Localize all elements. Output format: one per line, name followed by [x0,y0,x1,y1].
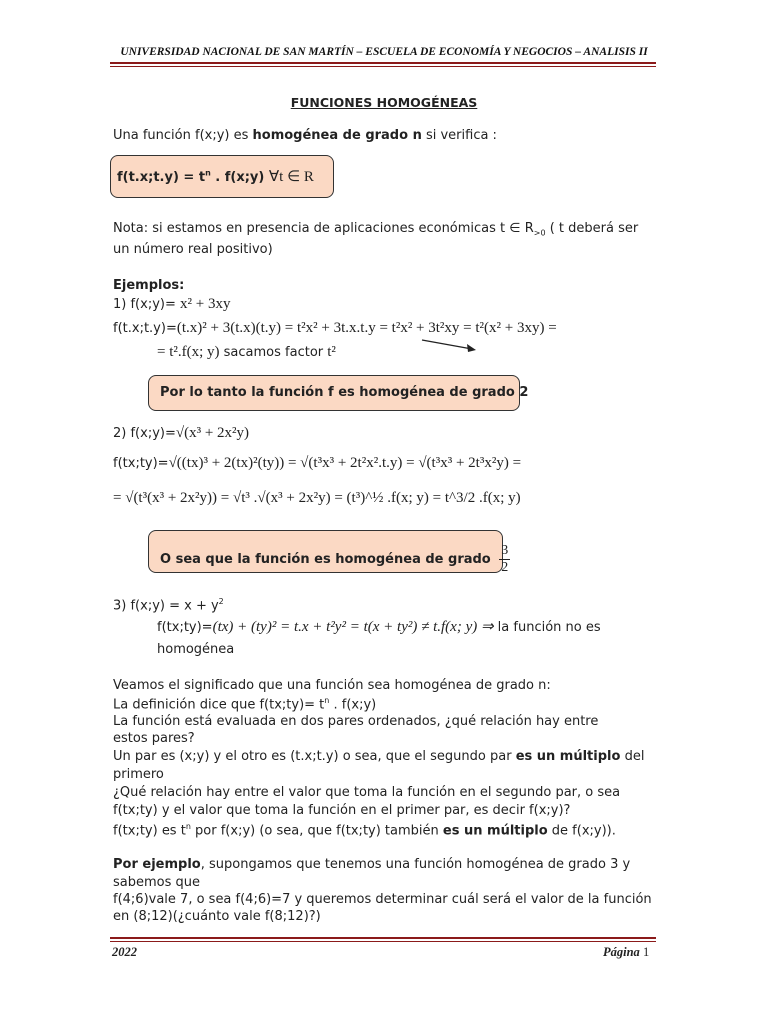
body-p10: Por ejemplo, supongamos que tenemos una función homogénea de grado 3 y [113,857,631,872]
body-p6: primero [113,767,164,782]
footer-rule [110,937,656,939]
examples-heading: Ejemplos: [113,278,185,293]
body-p2: La definición dice que f(tx;ty)= $t^n$ . f(x;y) [113,696,377,713]
body-p9: f(tx;ty) es $t^n$ por f(x;y) (o sea, que f(tx;ty) también es un múltiplo de f(x;y)). [113,822,616,839]
definition-box: f(t.x;t.y) = $t^n$ . f(x;y) ∀t ∈ R [110,155,334,198]
document-title: FUNCIONES HOMOGÉNEAS [290,95,478,110]
note-line-1: Nota: si estamos en presencia de aplicaciones económicas t ∈ $R_{>0}$ ( t deberá ser [113,221,639,238]
body-p5: Un par es (x;y) y el otro es (t.x;t.y) o sea, que el segundo par es un múltiplo del [113,749,645,764]
ex3-line-3: homogénea [157,642,235,657]
ex3-line-1: 3) f(x;y) = $x + y^2$ [113,597,224,614]
page-header: UNIVERSIDAD NACIONAL DE SAN MARTÍN – ESCUELA DE ECONOMÍA Y NEGOCIOS – ANALISIS II [120,46,648,58]
ex1-result-box: Por lo tanto la función f es homogénea de grado 2 [148,375,520,411]
ex1-line-2: f(t.x;t.y)=(t.x)² + 3(t.x)(t.y) = t²x² + 3t.x.t.y = t²x² + 3t²xy = t²(x² + 3xy) = [113,320,557,336]
body-p7: ¿Qué relación hay entre el valor que toma la función en el segundo par, o sea [113,785,621,800]
intro-text: Una función f(x;y) es homogénea de grado n si verifica : [113,128,497,143]
arrow-icon [420,338,480,354]
body-p4: estos pares? [113,731,195,746]
body-p3: La función está evaluada en dos pares ordenados, ¿qué relación hay entre [113,714,599,729]
body-p12: f(4;6)vale 7, o sea f(4;6)=7 y queremos determinar cuál será el valor de la función [113,892,652,907]
footer-page: Página 1 [603,945,650,959]
body-p11: sabemos que [113,875,201,890]
footer-rule-thin [110,941,656,942]
header-rule-thin [110,66,656,67]
header-rule [110,62,656,64]
footer-year: 2022 [112,945,137,959]
ex1-line-3: = t².f(x; y) sacamos factor t² [157,344,336,360]
body-p13: en (8;12)(¿cuánto vale f(8;12)?) [113,909,321,924]
ex2-result-box: O sea que la función es homogénea de grado $\frac{3}{2}$ [148,530,503,573]
body-p8: f(tx;ty) y el valor que toma la función en el primer par, es decir f(x;y)? [113,803,571,818]
ex3-line-2: f(tx;ty)=(tx) + (ty)² = t.x + t²y² = t(x + ty²) ≠ t.f(x; y) ⇒ la función no es [157,619,601,635]
ex2-line-2: f(tx;ty)=√((tx)³ + 2(tx)²(ty)) = √(t³x³ + 2t²x².t.y) = √(t³x³ + 2t³x²y) = [113,455,522,471]
body-p1: Veamos el significado que una función sea homogénea de grado n: [113,678,551,693]
ex2-line-1: 2) f(x;y)=√(x³ + 2x²y) [113,425,250,441]
note-line-2: un número real positivo) [113,242,273,257]
ex1-line-1: 1) f(x;y)= x² + 3xy [113,296,231,312]
ex2-line-3: = √(t³(x³ + 2x²y)) = √t³ .√(x³ + 2x²y) = (t³)^½ .f(x; y) = t^3/2 .f(x; y) [113,490,521,506]
